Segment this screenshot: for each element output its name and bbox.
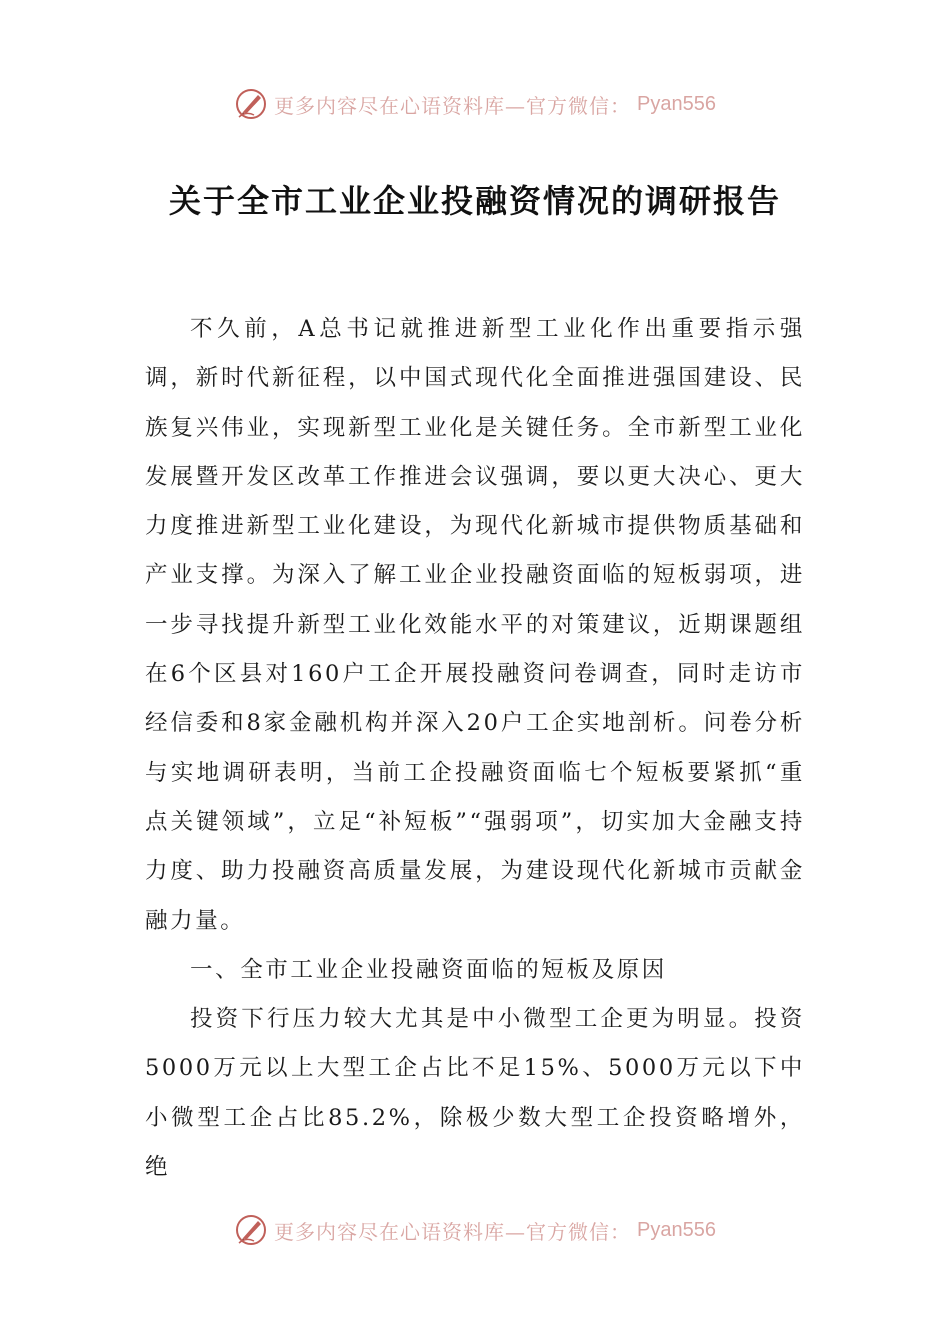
header-watermark <box>0 84 950 124</box>
quill-pen-circle-icon <box>234 87 268 121</box>
document-body <box>145 305 805 1192</box>
watermark-wechat-id: Pyan556 <box>637 92 716 115</box>
intro-paragraph: 不久前，A总书记就推进新型工业化作出重要指示强调，新时代新征程，以中国式现代化全面推进强国建设、民族复兴伟业，实现新型工业化是关键任务。全市新型工业化发展暨开发区改革工作推进会议强调，要以更大决心、更大力度推进新型工业化建设，为现代化新城市提供物质基础和产业支撑。为深入了解工业企业投融资面临的短板弱项，进一步寻找提升新型工业化效能水平的对策建议，近期课题组在6个区县对160户工企开展投融资问卷调查，同时走访市经信委和8家金融机构并深入20户工企实地剖析。问卷分析与实地调研表明，当前工企投融资面临七个短板要紧抓“重点关键领域”，立足“补短板”“强弱项”，切实加大金融支持力度、助力投融资高质量发展，为建设现代化新城市贡献金融力量。 <box>145 316 805 934</box>
watermark-text: 更多内容尽在心语资料库—官方微信： <box>274 93 632 118</box>
quill-pen-circle-icon <box>234 1213 268 1247</box>
watermark-wechat-id: Pyan556 <box>637 1218 716 1241</box>
watermark-text: 更多内容尽在心语资料库—官方微信： <box>274 1219 632 1244</box>
footer-watermark <box>0 1210 950 1250</box>
section-heading: 一、全市工业企业投融资面临的短板及原因 <box>190 956 667 983</box>
section-paragraph: 投资下行压力较大尤其是中小微型工企更为明显。投资5000万元以上大型工企占比不足15%、5000万元以下中小微型工企占比85.2%，除极少数大型工企投资略增外，绝 <box>145 1006 805 1181</box>
document-title: 关于全市工业企业投融资情况的调研报告 <box>168 182 781 220</box>
